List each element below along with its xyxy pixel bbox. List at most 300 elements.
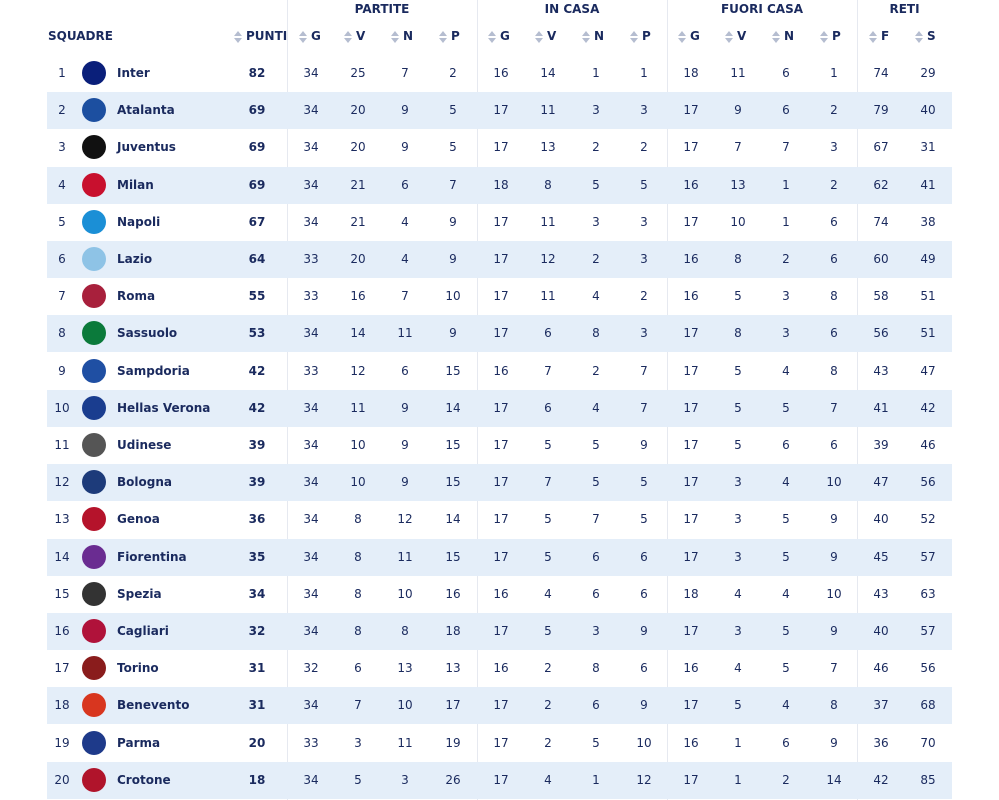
stat-away-n: 4 xyxy=(782,475,790,490)
team-name[interactable]: Napoli xyxy=(117,214,161,229)
header-away-g[interactable]: G xyxy=(678,29,700,45)
table-row[interactable] xyxy=(47,613,952,650)
group-header-home: IN CASA xyxy=(544,2,600,16)
stat-away-p: 6 xyxy=(830,252,838,266)
stat-played-v: 11 xyxy=(350,400,366,415)
points: 82 xyxy=(248,66,266,80)
stat-goals-s: 47 xyxy=(920,363,936,378)
stat-away-g: 17 xyxy=(683,549,699,564)
stat-played-p: 18 xyxy=(445,624,461,638)
team-name[interactable]: Torino xyxy=(117,661,159,676)
stat-home-g: 17 xyxy=(493,400,509,415)
stat-played-n: 6 xyxy=(401,363,409,378)
stat-goals-f: 46 xyxy=(873,661,889,676)
stat-goals-f: 45 xyxy=(873,549,889,564)
stat-played-g: 34 xyxy=(303,772,319,787)
stat-home-g: 17 xyxy=(493,140,509,155)
points: 32 xyxy=(248,624,266,638)
position: 3 xyxy=(58,140,66,155)
team-name[interactable]: Juventus xyxy=(117,140,176,155)
stat-goals-f: 74 xyxy=(873,214,889,229)
table-row[interactable] xyxy=(47,464,952,501)
stat-home-n: 5 xyxy=(592,438,600,452)
points: 64 xyxy=(248,252,266,266)
stat-away-n: 1 xyxy=(782,214,790,229)
stat-played-v: 21 xyxy=(350,214,366,229)
stat-away-n: 1 xyxy=(782,177,790,192)
stat-played-g: 33 xyxy=(303,735,319,750)
stat-home-v: 11 xyxy=(540,103,556,118)
stat-played-p: 15 xyxy=(445,438,461,452)
stat-goals-s: 70 xyxy=(920,735,936,750)
table-row[interactable] xyxy=(47,762,952,799)
stat-home-v: 7 xyxy=(544,363,552,378)
stat-played-p: 14 xyxy=(445,512,461,527)
stat-away-g: 17 xyxy=(683,140,699,155)
stat-goals-f: 58 xyxy=(873,289,889,304)
stat-played-g: 34 xyxy=(303,140,319,155)
stat-played-v: 21 xyxy=(350,177,366,192)
stat-played-v: 5 xyxy=(354,772,362,787)
stat-played-n: 9 xyxy=(401,103,409,118)
stat-away-v: 3 xyxy=(734,475,742,490)
stat-away-v: 3 xyxy=(734,549,742,564)
table-row[interactable] xyxy=(47,427,952,464)
stat-played-p: 5 xyxy=(449,140,457,155)
stat-home-p: 3 xyxy=(640,214,648,229)
team-name[interactable]: Roma xyxy=(117,289,156,304)
stat-home-n: 8 xyxy=(592,326,600,341)
stat-played-g: 34 xyxy=(303,400,319,415)
stat-home-p: 6 xyxy=(640,549,648,564)
table-row[interactable] xyxy=(47,204,952,241)
stat-played-n: 8 xyxy=(401,624,409,638)
stat-goals-f: 43 xyxy=(873,363,889,378)
stat-away-p: 8 xyxy=(830,363,838,378)
napoli-logo xyxy=(82,210,106,234)
spezia-logo xyxy=(82,582,106,606)
points: 31 xyxy=(248,698,266,713)
stat-away-n: 3 xyxy=(782,326,790,341)
points: 42 xyxy=(248,400,266,415)
stat-home-v: 11 xyxy=(540,214,556,229)
header-played-n[interactable]: N xyxy=(391,29,413,45)
table-row[interactable] xyxy=(47,650,952,687)
sort-icon xyxy=(344,30,352,44)
stat-away-g: 16 xyxy=(683,289,699,304)
stat-away-p: 2 xyxy=(830,103,838,118)
team-name[interactable]: Milan xyxy=(117,177,154,192)
cagliari-logo xyxy=(82,619,106,643)
stat-played-p: 15 xyxy=(445,475,461,490)
stat-home-p: 2 xyxy=(640,289,648,304)
udinese-logo xyxy=(82,433,106,457)
stat-played-p: 9 xyxy=(449,214,457,229)
stat-played-v: 3 xyxy=(354,735,362,750)
stat-home-n: 5 xyxy=(592,177,600,192)
stat-home-p: 5 xyxy=(640,475,648,490)
table-row[interactable] xyxy=(47,687,952,724)
stat-goals-f: 39 xyxy=(873,438,889,452)
stat-home-p: 10 xyxy=(636,735,652,750)
stat-away-p: 1 xyxy=(830,66,838,80)
stat-home-v: 7 xyxy=(544,475,552,490)
stat-home-n: 6 xyxy=(592,586,600,601)
stat-home-v: 5 xyxy=(544,512,552,527)
stat-played-g: 34 xyxy=(303,586,319,601)
stat-away-v: 1 xyxy=(734,772,742,787)
stat-played-v: 8 xyxy=(354,586,362,601)
table-row[interactable] xyxy=(47,501,952,538)
header-home-n[interactable]: N xyxy=(582,29,604,45)
stat-goals-s: 51 xyxy=(920,289,936,304)
stat-away-v: 5 xyxy=(734,698,742,713)
header-home-g[interactable]: G xyxy=(488,29,510,45)
stat-home-g: 17 xyxy=(493,549,509,564)
sort-icon xyxy=(234,30,242,44)
stat-played-p: 2 xyxy=(449,66,457,80)
sort-icon xyxy=(439,30,447,44)
stat-away-v: 1 xyxy=(734,735,742,750)
stat-away-v: 3 xyxy=(734,624,742,638)
stat-home-p: 1 xyxy=(640,66,648,80)
points: 39 xyxy=(248,438,266,452)
sort-icon xyxy=(535,30,543,44)
stat-goals-f: 42 xyxy=(873,772,889,787)
stat-played-g: 34 xyxy=(303,549,319,564)
parma-logo xyxy=(82,731,106,755)
verona-logo xyxy=(82,396,106,420)
stat-goals-f: 40 xyxy=(873,512,889,527)
points: 36 xyxy=(248,512,266,527)
points: 69 xyxy=(248,177,266,192)
table-row[interactable] xyxy=(47,390,952,427)
stat-home-n: 3 xyxy=(592,624,600,638)
stat-played-p: 14 xyxy=(445,400,461,415)
stat-played-p: 9 xyxy=(449,252,457,266)
stat-played-g: 34 xyxy=(303,66,319,80)
stat-played-v: 20 xyxy=(350,140,366,155)
position: 1 xyxy=(58,66,66,80)
sort-icon xyxy=(391,30,399,44)
stat-played-n: 7 xyxy=(401,66,409,80)
position: 9 xyxy=(58,363,66,378)
team-name[interactable]: Spezia xyxy=(117,586,162,601)
header-played-g[interactable]: G xyxy=(299,29,321,45)
stat-home-g: 17 xyxy=(493,252,509,266)
stat-played-n: 12 xyxy=(397,512,413,527)
stat-goals-f: 67 xyxy=(873,140,889,155)
position: 14 xyxy=(54,549,70,564)
stat-home-n: 7 xyxy=(592,512,600,527)
stat-away-n: 5 xyxy=(782,549,790,564)
stat-away-n: 6 xyxy=(782,103,790,118)
header-away-p[interactable]: P xyxy=(820,29,841,45)
stat-home-g: 18 xyxy=(493,177,509,192)
header-home-p[interactable]: P xyxy=(630,29,651,45)
stat-away-v: 11 xyxy=(730,66,746,80)
stat-away-p: 9 xyxy=(830,624,838,638)
stat-home-g: 17 xyxy=(493,475,509,490)
stat-away-g: 17 xyxy=(683,103,699,118)
stat-goals-f: 47 xyxy=(873,475,889,490)
stat-away-n: 4 xyxy=(782,698,790,713)
juventus-logo xyxy=(82,135,106,159)
stat-home-n: 2 xyxy=(592,363,600,378)
team-name[interactable]: Sassuolo xyxy=(117,326,178,341)
stat-away-v: 5 xyxy=(734,363,742,378)
stat-played-g: 33 xyxy=(303,363,319,378)
points: 69 xyxy=(248,103,266,118)
sort-icon xyxy=(820,30,828,44)
stat-away-n: 5 xyxy=(782,661,790,676)
table-row[interactable] xyxy=(47,92,952,129)
sort-icon xyxy=(630,30,638,44)
stat-played-p: 10 xyxy=(445,289,461,304)
team-name[interactable]: Hellas Verona xyxy=(117,400,211,415)
stat-away-p: 10 xyxy=(826,586,842,601)
stat-away-p: 14 xyxy=(826,772,842,787)
stat-home-p: 7 xyxy=(640,363,648,378)
stat-goals-s: 56 xyxy=(920,475,936,490)
table-row[interactable] xyxy=(47,539,952,576)
stat-played-g: 34 xyxy=(303,475,319,490)
stat-away-v: 8 xyxy=(734,326,742,341)
stat-played-v: 14 xyxy=(350,326,366,341)
position: 12 xyxy=(54,475,70,490)
header-home-v[interactable]: V xyxy=(535,29,556,45)
position: 10 xyxy=(54,400,70,415)
group-header-played: PARTITE xyxy=(354,2,410,16)
team-name[interactable]: Crotone xyxy=(117,772,171,787)
stat-played-v: 10 xyxy=(350,475,366,490)
stat-played-g: 34 xyxy=(303,177,319,192)
team-name[interactable]: Fiorentina xyxy=(117,549,187,564)
stat-played-n: 11 xyxy=(397,735,413,750)
stat-home-g: 16 xyxy=(493,66,509,80)
stat-away-g: 17 xyxy=(683,475,699,490)
stat-goals-f: 56 xyxy=(873,326,889,341)
stat-home-v: 6 xyxy=(544,326,552,341)
stat-away-p: 7 xyxy=(830,661,838,676)
position: 8 xyxy=(58,326,66,341)
stat-played-n: 11 xyxy=(397,326,413,341)
stat-away-p: 6 xyxy=(830,214,838,229)
stat-goals-s: 38 xyxy=(920,214,936,229)
sort-icon xyxy=(678,30,686,44)
stat-home-n: 5 xyxy=(592,475,600,490)
header-goals-s[interactable]: S xyxy=(915,29,936,45)
stat-goals-s: 40 xyxy=(920,103,936,118)
stat-away-g: 17 xyxy=(683,624,699,638)
stat-played-g: 34 xyxy=(303,438,319,452)
table-row[interactable] xyxy=(47,353,952,390)
stat-away-p: 9 xyxy=(830,549,838,564)
points: 34 xyxy=(248,586,266,601)
sort-icon xyxy=(582,30,590,44)
stat-played-g: 33 xyxy=(303,252,319,266)
stat-home-v: 2 xyxy=(544,698,552,713)
team-name[interactable]: Bologna xyxy=(117,475,172,490)
team-name[interactable]: Udinese xyxy=(117,438,172,452)
stat-home-p: 6 xyxy=(640,586,648,601)
stat-home-g: 16 xyxy=(493,661,509,676)
stat-away-v: 5 xyxy=(734,438,742,452)
stat-goals-f: 37 xyxy=(873,698,889,713)
header-away-n[interactable]: N xyxy=(772,29,794,45)
stat-home-p: 6 xyxy=(640,661,648,676)
stat-away-p: 8 xyxy=(830,289,838,304)
stat-played-g: 32 xyxy=(303,661,319,676)
header-team[interactable]: SQUADRE xyxy=(48,29,113,43)
stat-played-g: 34 xyxy=(303,103,319,118)
stat-away-n: 6 xyxy=(782,438,790,452)
table-row[interactable] xyxy=(47,167,952,204)
table-row[interactable] xyxy=(47,241,952,278)
stat-away-v: 10 xyxy=(730,214,746,229)
stat-away-g: 17 xyxy=(683,438,699,452)
team-name[interactable]: Cagliari xyxy=(117,624,169,638)
stat-played-v: 12 xyxy=(350,363,366,378)
stat-home-p: 9 xyxy=(640,698,648,713)
stat-away-p: 7 xyxy=(830,400,838,415)
stat-home-v: 12 xyxy=(540,252,556,266)
stat-home-v: 5 xyxy=(544,549,552,564)
stat-away-g: 18 xyxy=(683,66,699,80)
stat-home-v: 5 xyxy=(544,624,552,638)
stat-played-n: 9 xyxy=(401,140,409,155)
stat-goals-s: 57 xyxy=(920,549,936,564)
stat-played-g: 34 xyxy=(303,326,319,341)
team-name[interactable]: Atalanta xyxy=(117,103,175,118)
stat-played-n: 9 xyxy=(401,475,409,490)
stat-played-n: 9 xyxy=(401,438,409,452)
header-goals-f[interactable]: F xyxy=(869,29,889,45)
points: 20 xyxy=(248,735,266,750)
stat-away-n: 4 xyxy=(782,586,790,601)
stat-played-v: 8 xyxy=(354,549,362,564)
stat-home-v: 4 xyxy=(544,586,552,601)
stat-home-p: 3 xyxy=(640,326,648,341)
stat-goals-s: 31 xyxy=(920,140,936,155)
stat-away-g: 17 xyxy=(683,512,699,527)
stat-home-n: 2 xyxy=(592,140,600,155)
stat-home-g: 17 xyxy=(493,624,509,638)
table-row[interactable] xyxy=(47,278,952,315)
stat-played-v: 6 xyxy=(354,661,362,676)
stat-home-g: 17 xyxy=(493,698,509,713)
stat-home-v: 4 xyxy=(544,772,552,787)
stat-played-n: 9 xyxy=(401,400,409,415)
points: 42 xyxy=(248,363,266,378)
stat-away-p: 6 xyxy=(830,326,838,341)
stat-away-n: 2 xyxy=(782,772,790,787)
stat-away-g: 16 xyxy=(683,735,699,750)
stat-played-v: 20 xyxy=(350,252,366,266)
team-name[interactable]: Inter xyxy=(117,66,150,80)
stat-away-n: 2 xyxy=(782,252,790,266)
points: 39 xyxy=(248,475,266,490)
stat-played-p: 16 xyxy=(445,586,461,601)
stat-home-g: 17 xyxy=(493,512,509,527)
sort-icon xyxy=(869,30,877,44)
stat-played-p: 19 xyxy=(445,735,461,750)
stat-home-v: 13 xyxy=(540,140,556,155)
position: 4 xyxy=(58,177,66,192)
stat-away-n: 5 xyxy=(782,400,790,415)
stat-goals-f: 41 xyxy=(873,400,889,415)
stat-goals-f: 40 xyxy=(873,624,889,638)
stat-home-g: 17 xyxy=(493,326,509,341)
stat-played-n: 4 xyxy=(401,252,409,266)
stat-home-n: 2 xyxy=(592,252,600,266)
header-points[interactable]: PUNTI xyxy=(234,29,287,45)
inter-logo xyxy=(82,61,106,85)
stat-home-g: 17 xyxy=(493,289,509,304)
fiorentina-logo xyxy=(82,545,106,569)
stat-played-v: 8 xyxy=(354,512,362,527)
table-row[interactable] xyxy=(47,55,952,92)
stat-home-v: 2 xyxy=(544,735,552,750)
team-name[interactable]: Genoa xyxy=(117,512,160,527)
points: 35 xyxy=(248,549,266,564)
stat-away-n: 4 xyxy=(782,363,790,378)
table-row[interactable] xyxy=(47,576,952,613)
team-name[interactable]: Sampdoria xyxy=(117,363,190,378)
stat-away-p: 9 xyxy=(830,512,838,527)
stat-home-g: 16 xyxy=(493,363,509,378)
stat-played-p: 5 xyxy=(449,103,457,118)
stat-goals-s: 57 xyxy=(920,624,936,638)
points: 67 xyxy=(248,214,266,229)
stat-home-n: 8 xyxy=(592,661,600,676)
stat-home-v: 11 xyxy=(540,289,556,304)
stat-away-g: 17 xyxy=(683,214,699,229)
stat-goals-s: 42 xyxy=(920,400,936,415)
table-row[interactable] xyxy=(47,725,952,762)
stat-away-v: 5 xyxy=(734,289,742,304)
stat-home-g: 17 xyxy=(493,438,509,452)
stat-home-n: 3 xyxy=(592,214,600,229)
stat-played-g: 34 xyxy=(303,512,319,527)
header-played-v[interactable]: V xyxy=(344,29,365,45)
team-name[interactable]: Benevento xyxy=(117,698,190,713)
position: 16 xyxy=(54,624,70,638)
stat-away-n: 5 xyxy=(782,624,790,638)
position: 7 xyxy=(58,289,66,304)
stat-home-n: 4 xyxy=(592,400,600,415)
header-played-p[interactable]: P xyxy=(439,29,460,45)
table-row[interactable] xyxy=(47,315,952,352)
atalanta-logo xyxy=(82,98,106,122)
lazio-logo xyxy=(82,247,106,271)
sort-icon xyxy=(772,30,780,44)
stat-played-p: 26 xyxy=(445,772,461,787)
team-name[interactable]: Parma xyxy=(117,735,161,750)
stat-goals-s: 63 xyxy=(920,586,936,601)
header-away-v[interactable]: V xyxy=(725,29,746,45)
points: 53 xyxy=(248,326,266,341)
stat-goals-s: 56 xyxy=(920,661,936,676)
bologna-logo xyxy=(82,470,106,494)
sort-icon xyxy=(725,30,733,44)
stat-played-n: 7 xyxy=(401,289,409,304)
team-name[interactable]: Lazio xyxy=(117,252,153,266)
table-row[interactable] xyxy=(47,129,952,166)
genoa-logo xyxy=(82,507,106,531)
sassuolo-logo xyxy=(82,321,106,345)
stat-home-p: 9 xyxy=(640,624,648,638)
